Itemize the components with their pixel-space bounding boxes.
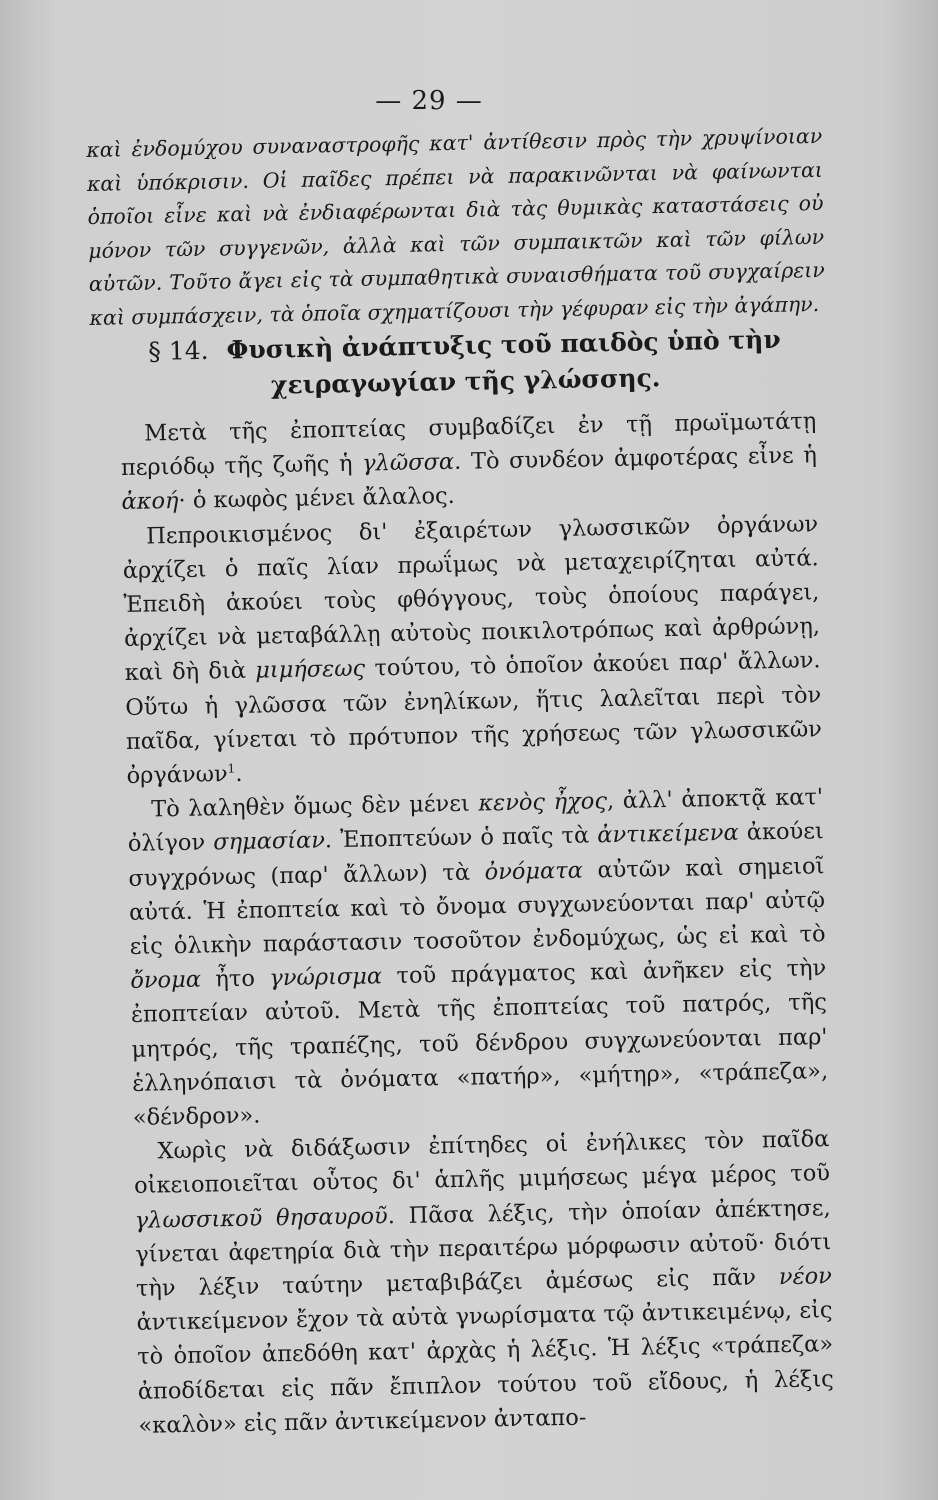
text-run: . [235, 760, 243, 787]
text-run: ἦτο [200, 965, 270, 993]
section-title-line1: Φυσικὴ ἀνάπτυξις τοῦ παιδὸς ὑπὸ τὴν [226, 324, 781, 365]
text-run: τοῦ πράγματος καὶ ἀνῆκεν εἰς τὴν ἐποπτείαν αὐτοῦ. Μετὰ τῆς ἐποπτείας τοῦ πατρός, τῆς μητρός, τῆς τραπέζης, τοῦ δένδρου συγχωνεύονται παρ' ἑλληνόπαισι τὰ ὀνόματα «πατήρ», «μήτηρ», «τράπεζα», «δένδρον». [130, 955, 829, 1131]
emphasis: ἀκοή [121, 488, 179, 516]
body-text [120, 404, 835, 1443]
paragraph-2 [122, 507, 823, 793]
intro-text: καὶ ἐνδομύχου συναναστροφῆς κατ' ἀντίθεσιν πρὸς τὴν χρυψίνοιαν καὶ ὑπόκρισιν. Οἱ παῖδες πρέπει νὰ παρακινῶνται νὰ φαίνωνται ὁποῖοι εἶνε καὶ νὰ ἐνδιαφέρωνται διὰ τὰς θυμικὰς καταστάσεις οὐ μόνον τῶν συγγενῶν, ἀλλὰ καὶ τῶν συμπαικτῶν καὶ τῶν φίλων αὐτῶν. Τοῦτο ἄγει εἰς τὰ συμπαθητικὰ συναισθήματα τοῦ συγχαίρειν καὶ συμπάσχειν, τὰ ὁποῖα σχηματίζουσι τὴν γέφυραν εἰς τὴν ἀγάπην. [86, 123, 825, 330]
text-run: . Ἐποπτεύων ὁ παῖς τὰ [324, 822, 598, 854]
text-run: , ἀλλ' ἀποκτᾷ κατ' ὀλίγον [127, 784, 824, 858]
emphasis: κενὸς ἦχος [478, 788, 608, 817]
intro-paragraph [86, 120, 826, 335]
text-run: ἀκούει συγχρόνως (παρ' ἄλλων) τὰ [128, 818, 824, 892]
text-run: τούτου, τὸ ὁποῖον ἀκούει παρ' ἄλλων. Οὕτω ἡ γλῶσσα τῶν ἐνηλίκων, ἥτις λαλεῖται περὶ τὸν παῖδα, γίνεται τὸ πρότυπον τῆς χρήσεως τῶν γλωσσικῶν ὀργάνων [125, 647, 823, 789]
text-run: · ὁ κωφὸς μένει ἄλαλος. [178, 483, 455, 515]
emphasis: σημασίαν [213, 827, 326, 856]
text-run: Πεπροικισμένος δι' ἐξαιρέτων γλωσσικῶν ὀργάνων ἀρχίζει ὁ παῖς λίαν πρωΐμως νὰ μεταχειρίζηται αὐτά. Ἐπειδὴ ἀκούει τοὺς φθόγγους, τοὺς ὁποίους παράγει, ἀρχίζει νὰ μεταβάλλῃ αὐτοὺς ποικιλοτρόπως καὶ ἀρθρώνῃ, καὶ δὴ διὰ [122, 510, 821, 687]
emphasis: νέον [778, 1263, 833, 1291]
paragraph-3 [127, 780, 829, 1135]
section-title-line2: χειραγωγίαν τῆς γλώσσης. [270, 363, 661, 400]
emphasis: γνώρισμα [269, 963, 383, 992]
emphasis: γλῶσσα [361, 449, 455, 477]
emphasis: ἀντικείμενα [597, 820, 739, 849]
section-number: § 14. [148, 335, 209, 366]
text-run: Τὸ λαληθὲν ὅμως δὲν μένει [150, 790, 479, 823]
text-run: . Πᾶσα λέξις, τὴν ὁποίαν ἀπέκτησε, γίνεται ἀφετηρία διὰ τὴν περαιτέρω μόρφωσιν αὐτοῦ· διότι τὴν λέξιν ταύτην μεταβιβάζει ἀμέσως εἰς πᾶν [135, 1194, 832, 1302]
emphasis: μιμήσεως [255, 655, 366, 684]
paragraph-1 [120, 404, 818, 519]
emphasis: ὀνόματα [484, 857, 584, 886]
text-run: . Τὸ συνδέον ἀμφοτέρας εἶνε ἡ [453, 442, 818, 476]
text-run: αὐτῶν καὶ σημειοῖ αὐτά. Ἡ ἐποπτεία καὶ τὸ ὄνομα συγχωνεύονται παρ' αὐτῷ εἰς ὁλικὴν παράστασιν τοσοῦτον ἐνδομύχως, ὡς εἰ καὶ τὸ [128, 852, 826, 960]
text-run: ἀντικείμενον ἔχον τὰ αὐτὰ γνωρίσματα τῷ ἀντικειμένῳ, εἰς τὸ ὁποῖον ἀπεδόθη κατ' ἀρχὰς ἡ λέξις. Ἡ λέξις «τράπεζα» ἀποδίδεται εἰς πᾶν ἔπιπλον τούτου τοῦ εἴδους, ἡ λέξις «καλὸν» εἰς πᾶν ἀντικείμενον ἀνταπο- [136, 1297, 834, 1439]
text-run: Μετὰ τῆς ἐποπτείας συμβαδίζει ἐν τῇ πρωϊμωτάτῃ περιόδῳ τῆς ζωῆς ἡ [120, 408, 817, 482]
page-number: — 29 — [375, 86, 483, 116]
section-heading [148, 322, 799, 406]
text-run: Χωρὶς νὰ διδάξωσιν ἐπίτηδες οἱ ἐνήλικες τὸν παῖδα οἰκειοποιεῖται οὗτος δι' ἁπλῆς μιμήσεως μέγα μέρος τοῦ [133, 1126, 831, 1200]
footnote-marker: 1 [227, 761, 236, 776]
paragraph-4 [133, 1122, 835, 1443]
emphasis: γλωσσικοῦ θησαυροῦ [134, 1202, 388, 1234]
emphasis: ὄνομα [130, 966, 202, 995]
